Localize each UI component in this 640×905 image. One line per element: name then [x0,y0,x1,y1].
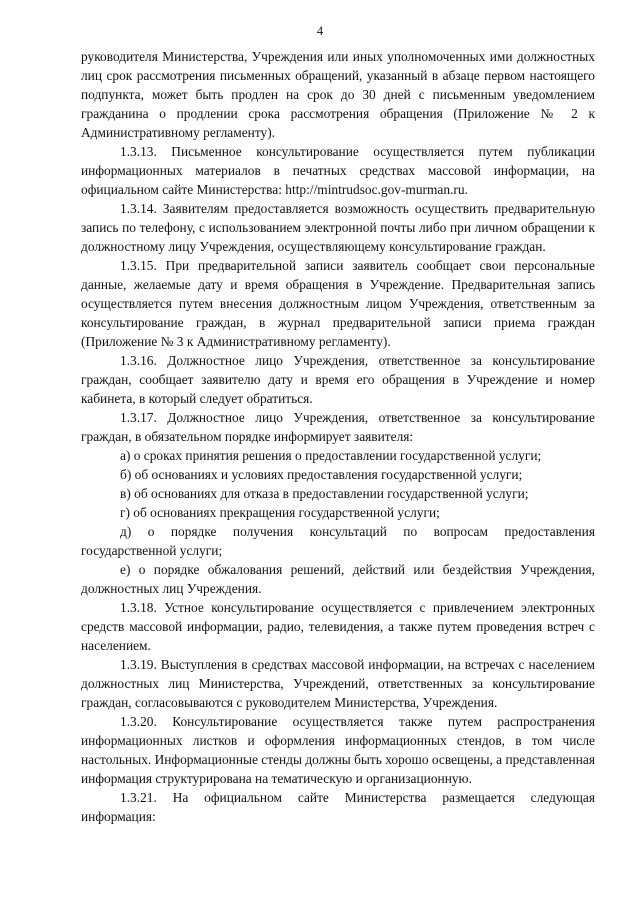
paragraph-continuation: руководителя Министерства, Учреждения или иных уполномоченных ими должностных лиц срок рассмотрения письменных обращений, указанный в абзаце первом настоящего подпункта, может быть продлен на срок до 30 дней с письменным уведомлением гражданина о продлении срока рассмотрения обращения (Приложение № 2 к Административному регламенту). [81,49,595,140]
paragraph-1-3-15: 1.3.15. При предварительной записи заявитель сообщает свои персональные данные, желаемые дату и время обращения в Учреждение. Предварительная запись осуществляется путем внесения должностным лицом Учреждения, ответственным за консультирование граждан, в журнал предварительной записи приема граждан (Приложение № 3 к Административному регламенту). [81,258,595,349]
paragraph-1-3-16: 1.3.16. Должностное лицо Учреждения, ответственное за консультирование граждан, сообщает заявителю дату и время его обращения в Учреждение и номер кабинета, в который следует обратиться. [81,353,595,406]
list-item-v: в) об основаниях для отказа в предоставлении государственной услуги; [120,486,529,501]
list-item-d: д) о порядке получения консультаций по вопросам предоставления государственной услуги; [81,524,595,558]
paragraph-1-3-18: 1.3.18. Устное консультирование осуществляется с привлечением электронных средств массовой информации, радио, телевидения, а также путем проведения встреч с населением. [81,600,595,653]
document-body [81,47,595,826]
list-item-a: а) о сроках принятия решения о предоставлении государственной услуги; [120,448,542,463]
paragraph-1-3-17: 1.3.17. Должностное лицо Учреждения, ответственное за консультирование граждан, в обязательном порядке информирует заявителя: [81,410,595,444]
list-item-e: е) о порядке обжалования решений, действий или бездействия Учреждения, должностных лиц Учреждения. [81,562,595,596]
list-item-g: г) об основаниях прекращения государственной услуги; [120,505,440,520]
paragraph-1-3-21: 1.3.21. На официальном сайте Министерства размещается следующая информация: [81,790,595,824]
paragraph-1-3-20: 1.3.20. Консультирование осуществляется также путем распространения информационных листков и оформления информационных стендов, в том числе настольных. Информационные стенды должны быть хорошо освещены, а представленная информация структурирована на тематическую и организационную. [81,714,595,786]
paragraph-1-3-19: 1.3.19. Выступления в средствах массовой информации, на встречах с населением должностных лиц Министерства, Учреждений, ответственных за консультирование граждан, согласовываются с руководителем Министерства, Учреждения. [81,657,595,710]
paragraph-1-3-13: 1.3.13. Письменное консультирование осуществляется путем публикации информационных материалов в печатных средствах массовой информации, на официальном сайте Министерства: http://mintrudsoc.gov-murman.ru. [81,144,595,197]
paragraph-1-3-14: 1.3.14. Заявителям предоставляется возможность осуществить предварительную запись по телефону, с использованием электронной почты либо при личном обращении к должностному лицу Учреждения, осуществляющему консультирование граждан. [81,201,595,254]
page-number: 4 [316,24,324,38]
list-item-b: б) об основаниях и условиях предоставления государственной услуги; [120,467,523,482]
